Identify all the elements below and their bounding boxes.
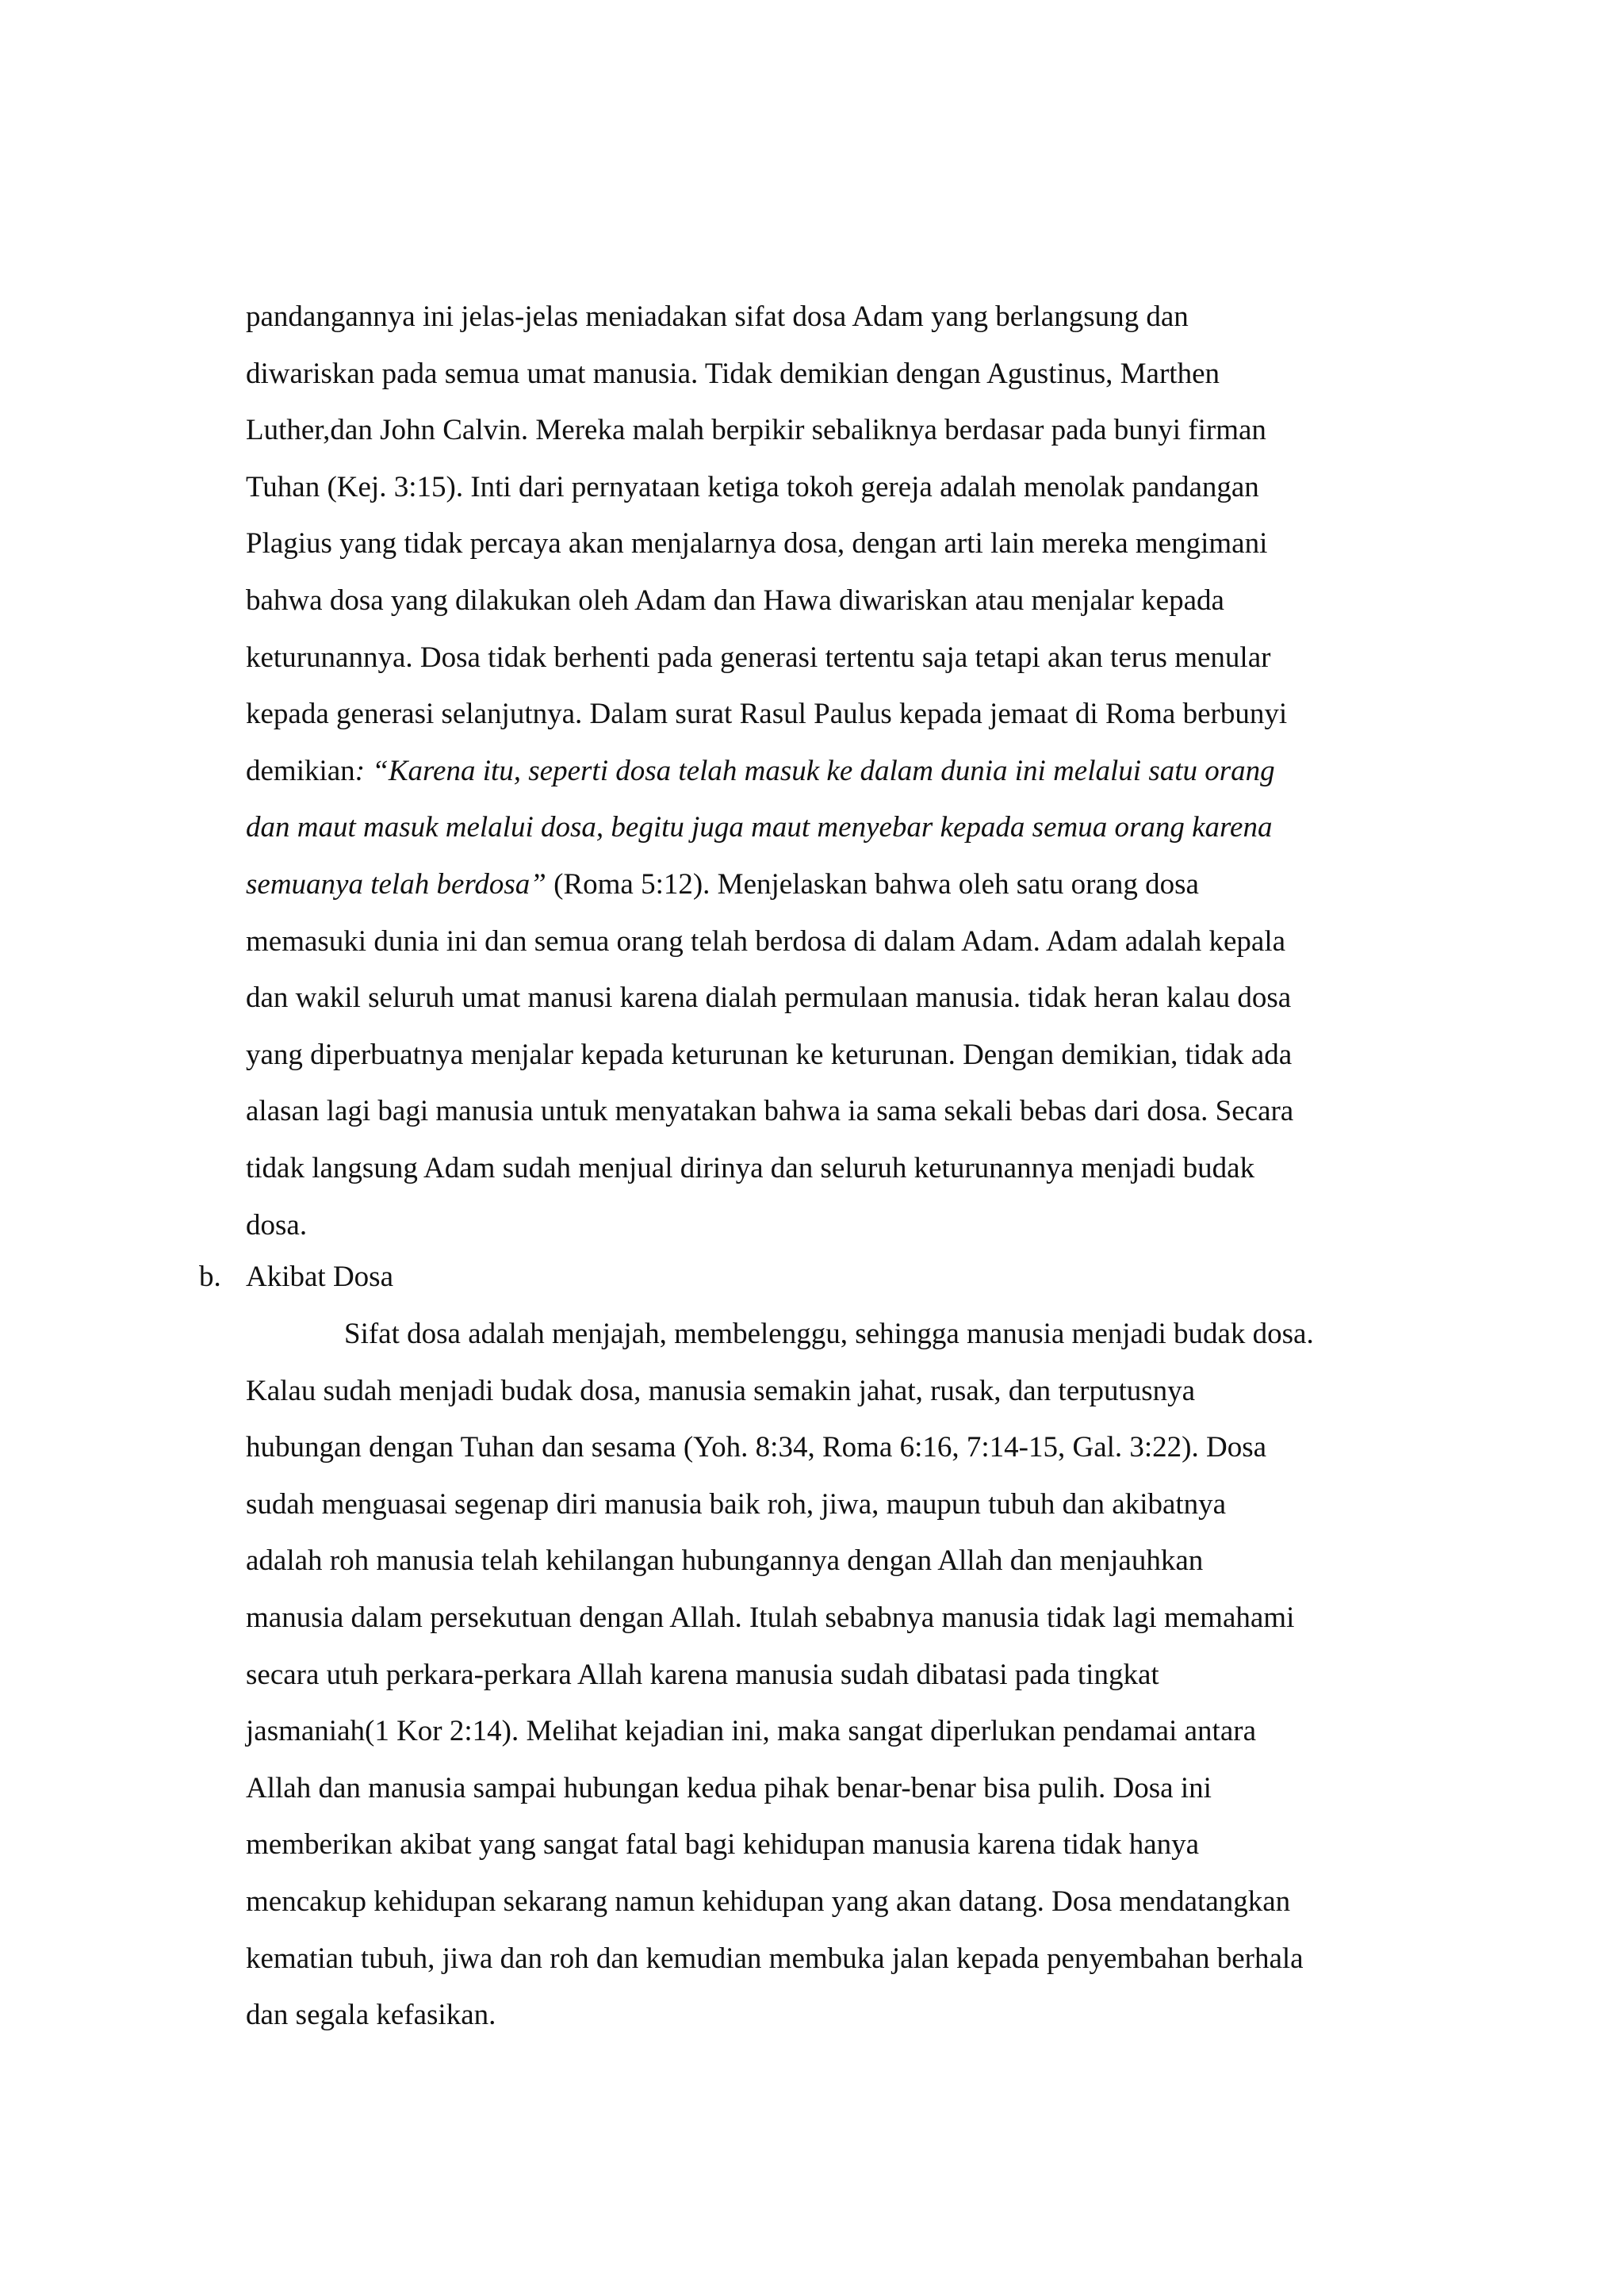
quote-reference: (Roma 5:12). Menjelaskan bahwa oleh satu orang dosa bbox=[546, 867, 1199, 901]
text-line: kematian tubuh, jiwa dan roh dan kemudian membuka jalan kepada penyembahan berhala bbox=[246, 1942, 1304, 1975]
text-line: jasmaniah(1 Kor 2:14). Melihat kejadian ini, maka sangat diperlukan pendamai antara bbox=[246, 1715, 1257, 1748]
section-heading bbox=[199, 1249, 393, 1306]
text-line: memasuki dunia ini dan semua orang telah berdosa di dalam Adam. Adam adalah kepala bbox=[246, 924, 1286, 958]
text-line: pandangannya ini jelas-jelas meniadakan sifat dosa Adam yang berlangsung dan bbox=[246, 300, 1189, 333]
text-line: alasan lagi bagi manusia untuk menyatakan bahwa ia sama sekali bebas dari dosa. Secara bbox=[246, 1095, 1294, 1128]
text-line: sudah menguasai segenap diri manusia baik roh, jiwa, maupun tubuh dan akibatnya bbox=[246, 1487, 1227, 1521]
text-line: tidak langsung Adam sudah menjual dirinya dan seluruh keturunannya menjadi budak bbox=[246, 1151, 1255, 1184]
text-line: dosa. bbox=[246, 1208, 308, 1242]
quote-colon: : bbox=[354, 754, 366, 787]
text-line: mencakup kehidupan sekarang namun kehidupan yang akan datang. Dosa mendatangkan bbox=[246, 1885, 1291, 1918]
text-line: Luther,dan John Calvin. Mereka malah berpikir sebaliknya berdasar pada bunyi firman bbox=[246, 414, 1266, 447]
text-line: yang diperbuatnya menjalar kepada keturunan ke keturunan. Dengan demikian, tidak ada bbox=[246, 1038, 1293, 1071]
text-line: keturunannya. Dosa tidak berhenti pada generasi tertentu saja tetapi akan terus menular bbox=[246, 641, 1271, 674]
text-line: Plagius yang tidak percaya akan menjalarnya dosa, dengan arti lain mereka mengimani bbox=[246, 527, 1268, 561]
section-marker: b. bbox=[199, 1261, 221, 1293]
paragraph-consequences-of-sin bbox=[246, 1306, 1435, 2044]
quote-line bbox=[246, 743, 1435, 800]
bible-quote-part: semuanya telah berdosa” bbox=[246, 867, 546, 901]
text-line: adalah roh manusia telah kehilangan hubungannya dengan Allah dan menjauhkan bbox=[246, 1544, 1204, 1578]
text-line: dan segala kefasikan. bbox=[246, 1999, 496, 2032]
paragraph-original-sin bbox=[246, 289, 1435, 1253]
quote-line bbox=[246, 856, 1435, 913]
section-title: Akibat Dosa bbox=[246, 1261, 393, 1293]
text-line: Tuhan (Kej. 3:15). Inti dari pernyataan ketiga tokoh gereja adalah menolak pandangan bbox=[246, 470, 1259, 503]
text-line: kepada generasi selanjutnya. Dalam surat Rasul Paulus kepada jemaat di Roma berbunyi bbox=[246, 698, 1288, 731]
text-line: hubungan dengan Tuhan dan sesama (Yoh. 8:34, Roma 6:16, 7:14-15, Gal. 3:22). Dosa bbox=[246, 1431, 1267, 1464]
text-line: dan wakil seluruh umat manusi karena dialah permulaan manusia. tidak heran kalau dosa bbox=[246, 982, 1292, 1015]
text-line: Sifat dosa adalah menjajah, membelenggu, sehingga manusia menjadi budak dosa. bbox=[344, 1318, 1314, 1350]
bible-quote-part: dan maut masuk melalui dosa, begitu juga maut menyebar kepada semua orang karena bbox=[246, 811, 1273, 844]
bible-quote-part: “Karena itu, seperti dosa telah masuk ke dalam dunia ini melalui satu orang bbox=[365, 754, 1275, 787]
text-line: diwariskan pada semua umat manusia. Tidak demikian dengan Agustinus, Marthen bbox=[246, 357, 1220, 390]
text-line: secara utuh perkara-perkara Allah karena manusia sudah dibatasi pada tingkat bbox=[246, 1658, 1159, 1691]
text-line: bahwa dosa yang dilakukan oleh Adam dan Hawa diwariskan atau menjalar kepada bbox=[246, 584, 1224, 617]
text-line: Kalau sudah menjadi budak dosa, manusia semakin jahat, rusak, dan terputusnya bbox=[246, 1374, 1196, 1407]
text-line: memberikan akibat yang sangat fatal bagi kehidupan manusia karena tidak hanya bbox=[246, 1828, 1200, 1862]
text-line: Allah dan manusia sampai hubungan kedua pihak benar-benar bisa pulih. Dosa ini bbox=[246, 1771, 1212, 1804]
quote-intro: demikian bbox=[246, 754, 355, 787]
text-line: manusia dalam persekutuan dengan Allah. Itulah sebabnya manusia tidak lagi memahami bbox=[246, 1601, 1295, 1634]
